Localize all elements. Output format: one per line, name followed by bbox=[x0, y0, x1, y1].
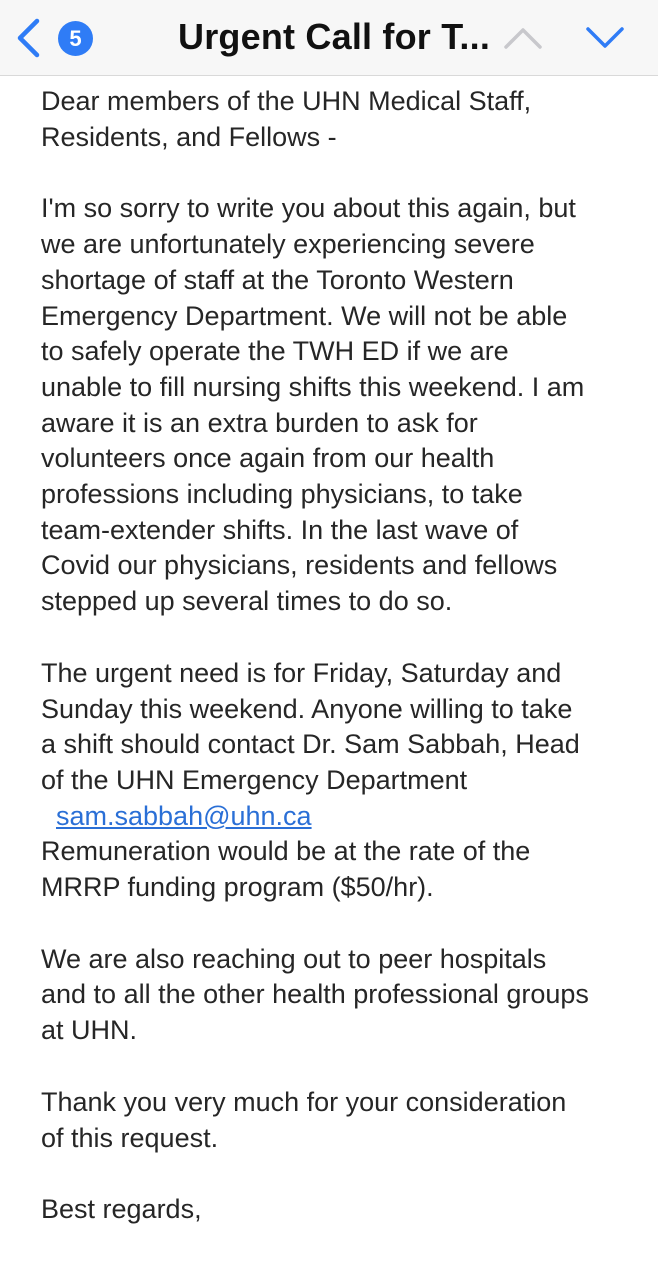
greeting bbox=[41, 84, 651, 155]
unread-count-badge: 5 bbox=[58, 21, 93, 56]
text-line: Sunday this weekend. Anyone willing to take bbox=[41, 693, 573, 724]
text-line: shortage of staff at the Toronto Western bbox=[41, 264, 514, 295]
text-line: Dear members of the UHN Medical Staff, bbox=[41, 86, 532, 116]
text-line: of the UHN Emergency Department bbox=[41, 764, 468, 795]
page-title: Urgent Call for T... bbox=[178, 16, 491, 57]
text-line: unable to fill nursing shifts this weekend. I am bbox=[41, 371, 585, 402]
paragraph-staff-shortage bbox=[41, 191, 651, 619]
text-line: professions including physicians, to take bbox=[41, 479, 523, 510]
text-line: I'm so sorry to write you about this again, but bbox=[41, 193, 576, 224]
text-line: a shift should contact Dr. Sam Sabbah, Head bbox=[41, 729, 580, 760]
email-body bbox=[41, 84, 651, 1264]
previous-message-button[interactable] bbox=[500, 16, 546, 60]
chevron-left-icon bbox=[15, 18, 41, 58]
text-line: Best regards, bbox=[41, 1194, 202, 1225]
paragraph-outreach bbox=[41, 942, 651, 1049]
text-line: Emergency Department. We will not be able bbox=[41, 300, 568, 331]
text-line: and to all the other health professional groups bbox=[41, 979, 589, 1010]
next-message-button[interactable] bbox=[581, 16, 629, 60]
paragraph-urgent-need bbox=[41, 656, 651, 906]
contact-email-link[interactable]: sam.sabbah@uhn.ca bbox=[56, 800, 312, 831]
text-line: to safely operate the TWH ED if we are bbox=[41, 336, 509, 367]
text-line: Thank you very much for your consideration bbox=[41, 1086, 567, 1117]
text-line: MRRP funding program ($50/hr). bbox=[41, 872, 434, 903]
text-line: Remuneration would be at the rate of the bbox=[41, 836, 531, 867]
navigation-bar bbox=[0, 0, 658, 76]
paragraph-thanks bbox=[41, 1085, 651, 1156]
text-line: Covid our physicians, residents and fellows bbox=[41, 550, 558, 581]
text-line: The urgent need is for Friday, Saturday and bbox=[41, 657, 562, 688]
closing bbox=[41, 1192, 651, 1228]
chevron-down-icon bbox=[585, 26, 625, 50]
text-line: aware it is an extra burden to ask for bbox=[41, 407, 478, 438]
text-line: at UHN. bbox=[41, 1015, 138, 1046]
text-line: We are also reaching out to peer hospitals bbox=[41, 943, 547, 974]
text-line: team-extender shifts. In the last wave of bbox=[41, 514, 519, 545]
back-button[interactable] bbox=[6, 14, 50, 62]
text-line: volunteers once again from our health bbox=[41, 443, 495, 474]
chevron-up-icon bbox=[503, 26, 543, 50]
text-line: of this request. bbox=[41, 1122, 219, 1153]
text-line: stepped up several times to do so. bbox=[41, 586, 453, 617]
text-line: we are unfortunately experiencing severe bbox=[41, 229, 535, 260]
text-line: Residents, and Fellows - bbox=[41, 121, 337, 152]
